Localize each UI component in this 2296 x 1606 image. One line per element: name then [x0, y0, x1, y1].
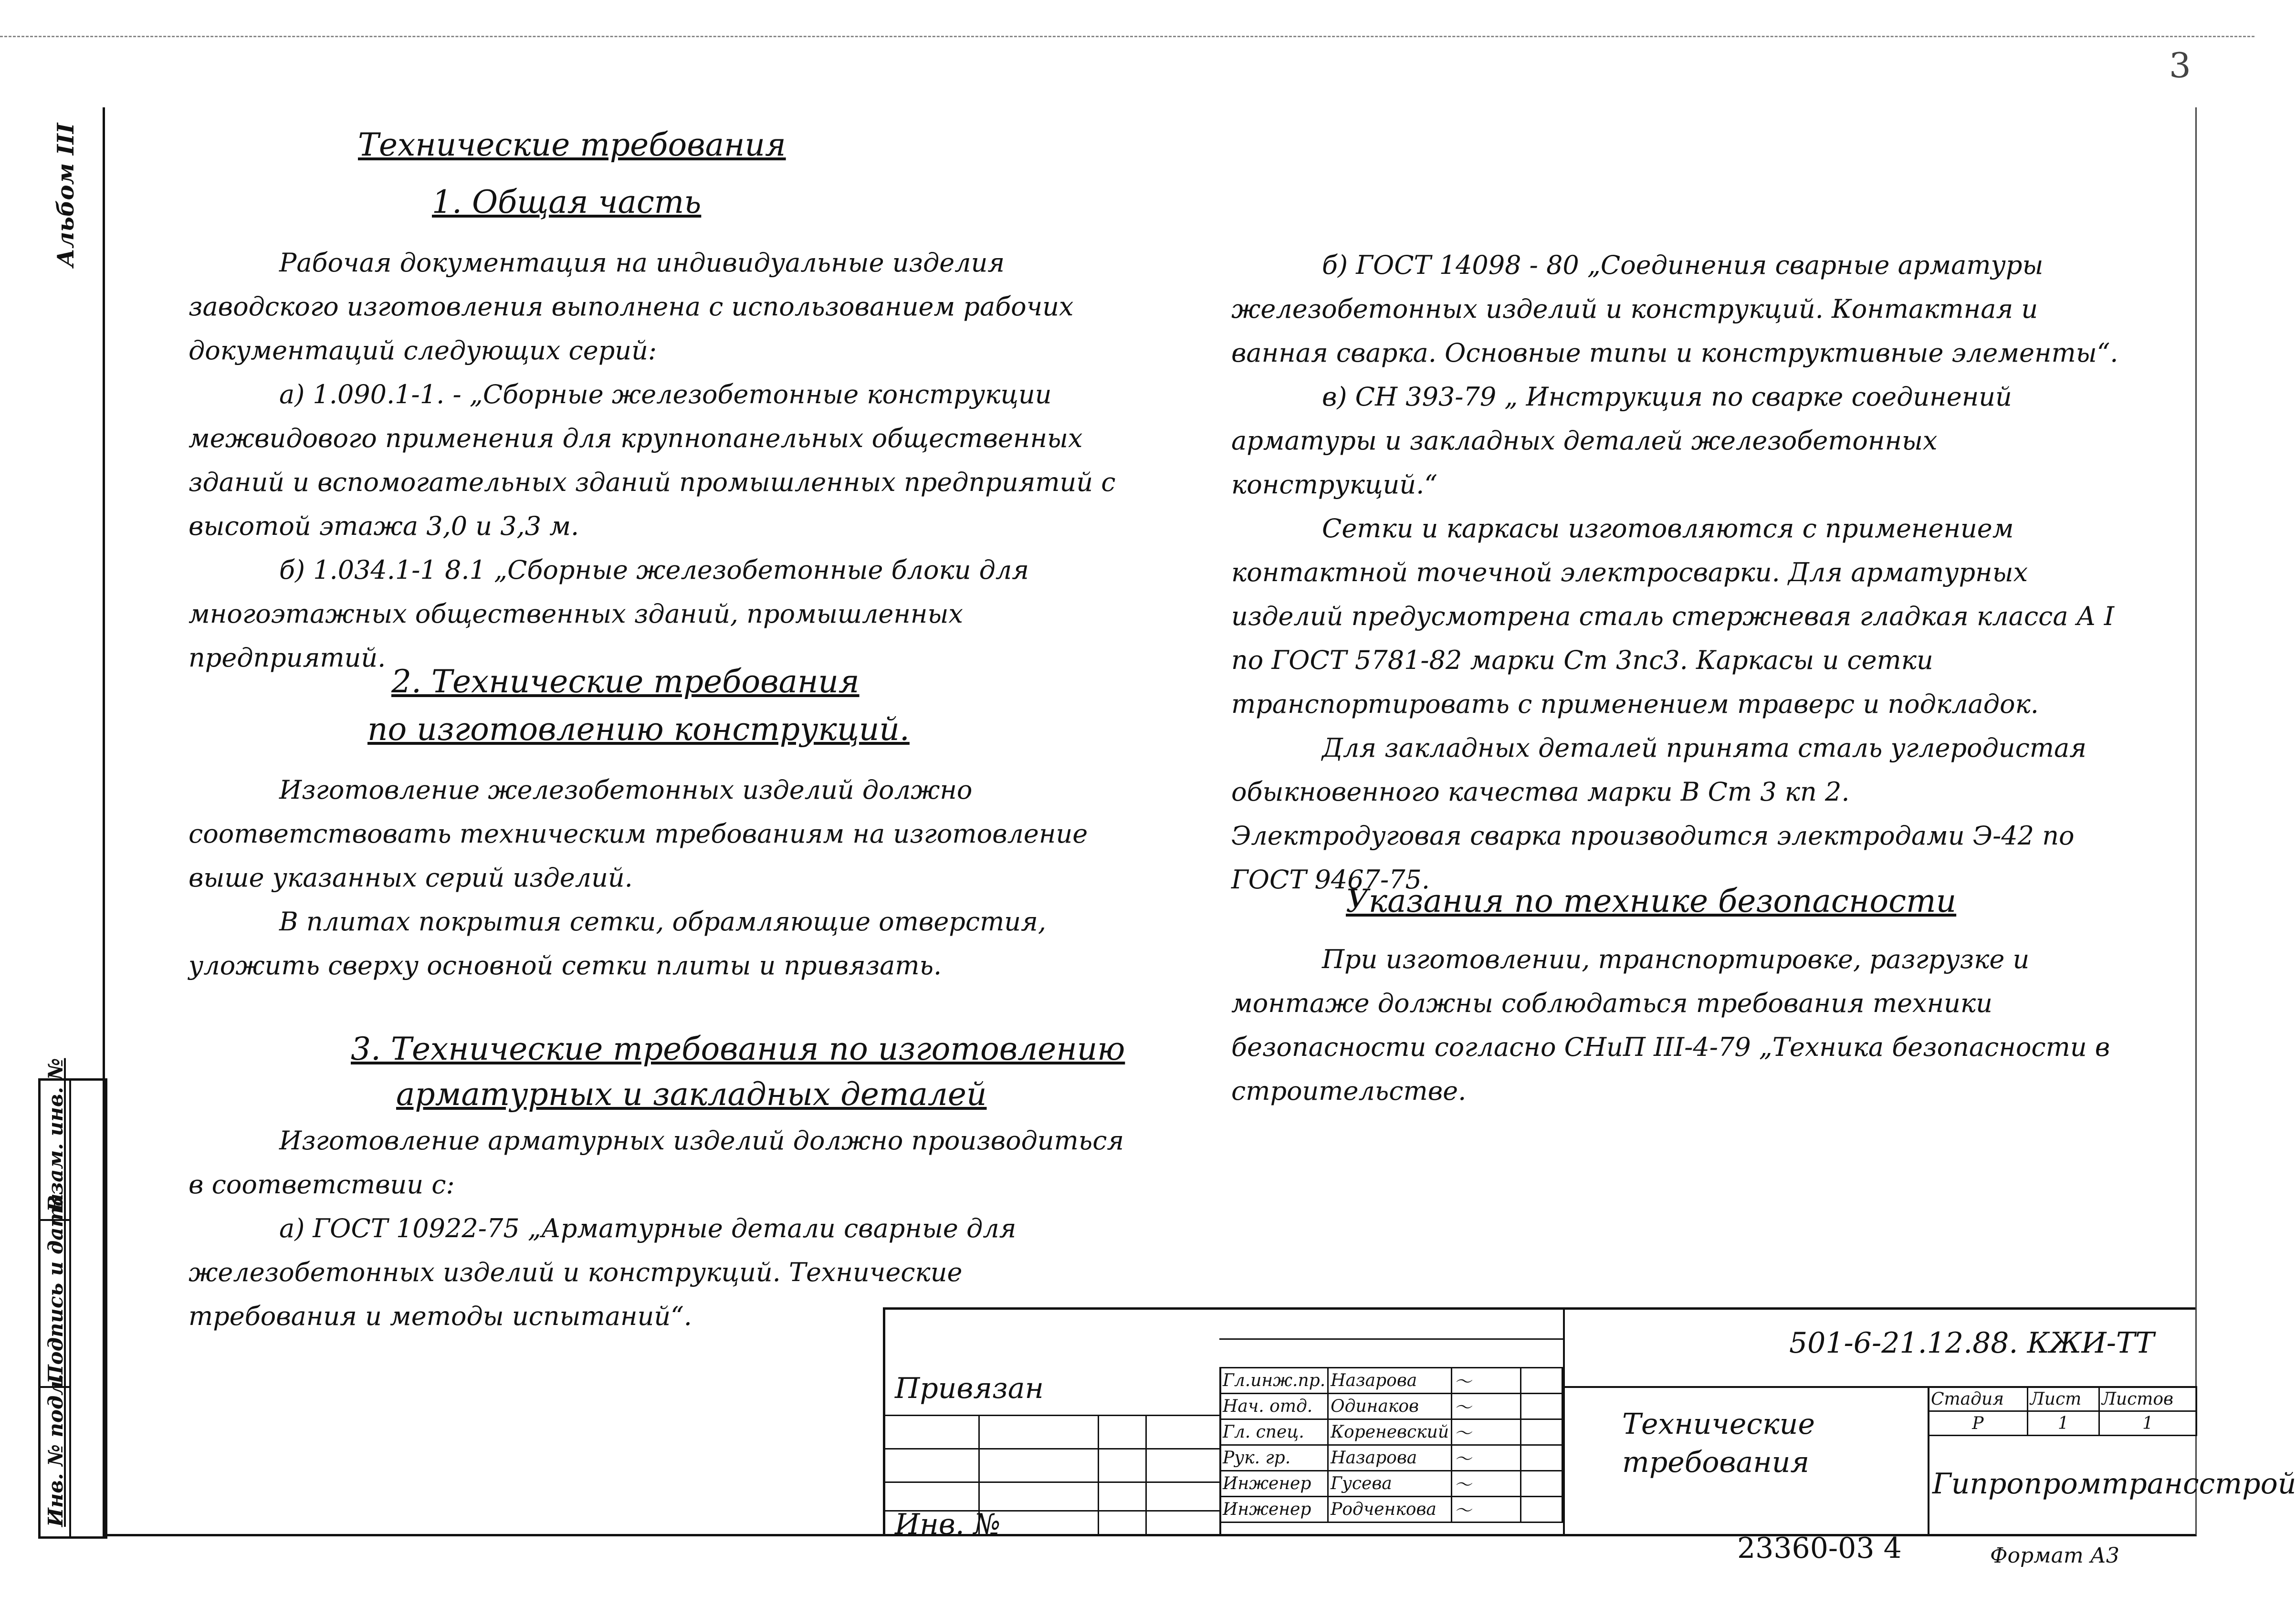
- section-2-paragraph-1: Изготовление железобетонных изделий должно соответствовать техническим требованиям на изготовление выше указанных серий изделий.: [189, 775, 1088, 893]
- section-3-title-line2: арматурных и закладных деталей: [396, 1076, 987, 1113]
- right-column-body: [1231, 243, 2138, 902]
- signature-cell: ～: [1452, 1471, 1521, 1497]
- bound-area: [885, 1367, 1221, 1541]
- sn-393-79: в) СН 393-79 „ Инструкция по сварке соединений арматуры и закладных деталей железобетонных конструкций.“: [1231, 382, 2012, 500]
- top-dashed-line: [0, 36, 2254, 37]
- signature-cell: ～: [1452, 1445, 1521, 1471]
- page-title: Технические требования: [358, 126, 786, 163]
- name-cell: Одинаков: [1328, 1394, 1452, 1419]
- side-signature-label: Подпись и дата: [44, 1193, 67, 1384]
- stamp-main: [1563, 1310, 2296, 1536]
- title-block: [883, 1307, 2296, 1541]
- name-cell: Назарова: [1328, 1445, 1452, 1471]
- section-1-title: 1. Общая часть: [432, 184, 702, 220]
- name-cell: Кореневский: [1328, 1419, 1452, 1445]
- section-2-title-line2: по изготовлению конструкций.: [367, 711, 910, 748]
- signatures-table: [1219, 1367, 1563, 1523]
- footer-number: 23360-03 4: [1737, 1532, 1902, 1565]
- bound-label: Привязан: [895, 1372, 1044, 1405]
- section-3-paragraph: Изготовление арматурных изделий должно производиться в соответствии с:: [189, 1126, 1124, 1199]
- signature-row: [1220, 1419, 1562, 1445]
- name-cell: Родченкова: [1328, 1497, 1452, 1523]
- album-label: Альбом III: [52, 123, 79, 267]
- series-b: б) 1.034.1-1 8.1 „Сборные железобетонные блоки для многоэтажных общественных зданий, промышленных предприятий.: [189, 555, 1029, 673]
- role-cell: Гл. спец.: [1220, 1419, 1328, 1445]
- side-replace-label: Взам. инв. №: [44, 1058, 67, 1212]
- gost-14098: б) ГОСТ 14098 - 80 „Соединения сварные арматуры железобетонных изделий и конструкций. Контактная и ванная сварка. Основные типы и конструктивные элементы“.: [1231, 250, 2118, 368]
- organization: Гипропромтрансстрой: [1932, 1467, 2296, 1501]
- sheets-label: Листов: [2099, 1387, 2196, 1411]
- role-cell: Нач. отд.: [1220, 1394, 1328, 1419]
- series-a: а) 1.090.1-1. - „Сборные железобетонные конструкции межвидового применения для крупнопанельных общественных зданий и вспомогательных зданий промышленных предприятий с высотой этажа 3,0 и 3,3 м.: [189, 379, 1116, 541]
- signature-row: [1220, 1471, 1562, 1497]
- signature-cell: ～: [1452, 1368, 1521, 1394]
- signature-row: [1220, 1497, 1562, 1523]
- welding-paragraph: Электродуговая сварка производится электродами Э-42 по ГОСТ 9467-75.: [1231, 821, 2075, 895]
- meshes-paragraph: Сетки и каркасы изготовляются с применением контактной точечной электросварки. Для арматурных изделий предусмотрена сталь стержневая гладкая класса А I по ГОСТ 5781-82 марки Ст 3пс3. Каркасы и сетки транспортировать с применением траверс и подкладок.: [1231, 513, 2115, 719]
- stage-label: Стадия: [1929, 1387, 2028, 1411]
- stage-value: Р: [1929, 1411, 2028, 1436]
- format-label: Формат А3: [1990, 1543, 2119, 1568]
- section-3-title-line1: 3. Технические требования по изготовлению: [351, 1031, 1125, 1067]
- safety-body: [1231, 938, 2138, 1113]
- name-cell: Гусева: [1328, 1471, 1452, 1497]
- section-2-body: [189, 768, 1133, 988]
- role-cell: Гл.инж.пр.: [1220, 1368, 1328, 1394]
- sheet-label: Лист: [2027, 1387, 2099, 1411]
- safety-title: Указания по технике безопасности: [1346, 883, 1957, 919]
- section-3-body: [189, 1119, 1133, 1338]
- signature-row: [1220, 1368, 1562, 1394]
- section-1-body: [189, 241, 1133, 680]
- embedded-parts-paragraph: Для закладных деталей принята сталь углеродистая обыкновенного качества марки В Ст 3 кп 2.: [1231, 733, 2086, 807]
- section-2-title-line1: 2. Технические требования: [391, 663, 860, 700]
- safety-paragraph: При изготовлении, транспортировке, разгрузке и монтаже должны соблюдаться требования техники безопасности согласно СНиП III-4-79 „Техника безопасности в строительстве.: [1231, 944, 2110, 1106]
- signatures-area: [1219, 1310, 1563, 1536]
- inv-label: Инв. №: [895, 1508, 1001, 1541]
- name-cell: Назарова: [1328, 1368, 1452, 1394]
- stage-table: [1928, 1386, 2197, 1436]
- document-title: Технические требования: [1622, 1408, 1815, 1479]
- role-cell: Инженер: [1220, 1471, 1328, 1497]
- signature-cell: ～: [1452, 1394, 1521, 1419]
- signature-row: [1220, 1445, 1562, 1471]
- document-code: 501-6-21.12.88. КЖИ-ТТ: [1789, 1326, 2155, 1360]
- role-cell: Рук. гр.: [1220, 1445, 1328, 1471]
- side-inv-label: Инв. № подл.: [44, 1374, 67, 1527]
- signature-cell: ～: [1452, 1419, 1521, 1445]
- gost-10922: а) ГОСТ 10922-75 „Арматурные детали сварные для железобетонных изделий и конструкций. Технические требования и методы испытаний“.: [189, 1213, 1017, 1331]
- signature-row: [1220, 1394, 1562, 1419]
- sheet-number: 3: [2169, 45, 2191, 85]
- sheet-value: 1: [2027, 1411, 2099, 1436]
- sheets-value: 1: [2099, 1411, 2196, 1436]
- role-cell: Инженер: [1220, 1497, 1328, 1523]
- section-2-paragraph-2: В плитах покрытия сетки, обрамляющие отверстия, уложить сверху основной сетки плиты и привязать.: [189, 907, 1047, 980]
- signature-cell: ～: [1452, 1497, 1521, 1523]
- section-1-paragraph: Рабочая документация на индивидуальные изделия заводского изготовления выполнена с использованием рабочих документаций следующих серий:: [189, 248, 1074, 365]
